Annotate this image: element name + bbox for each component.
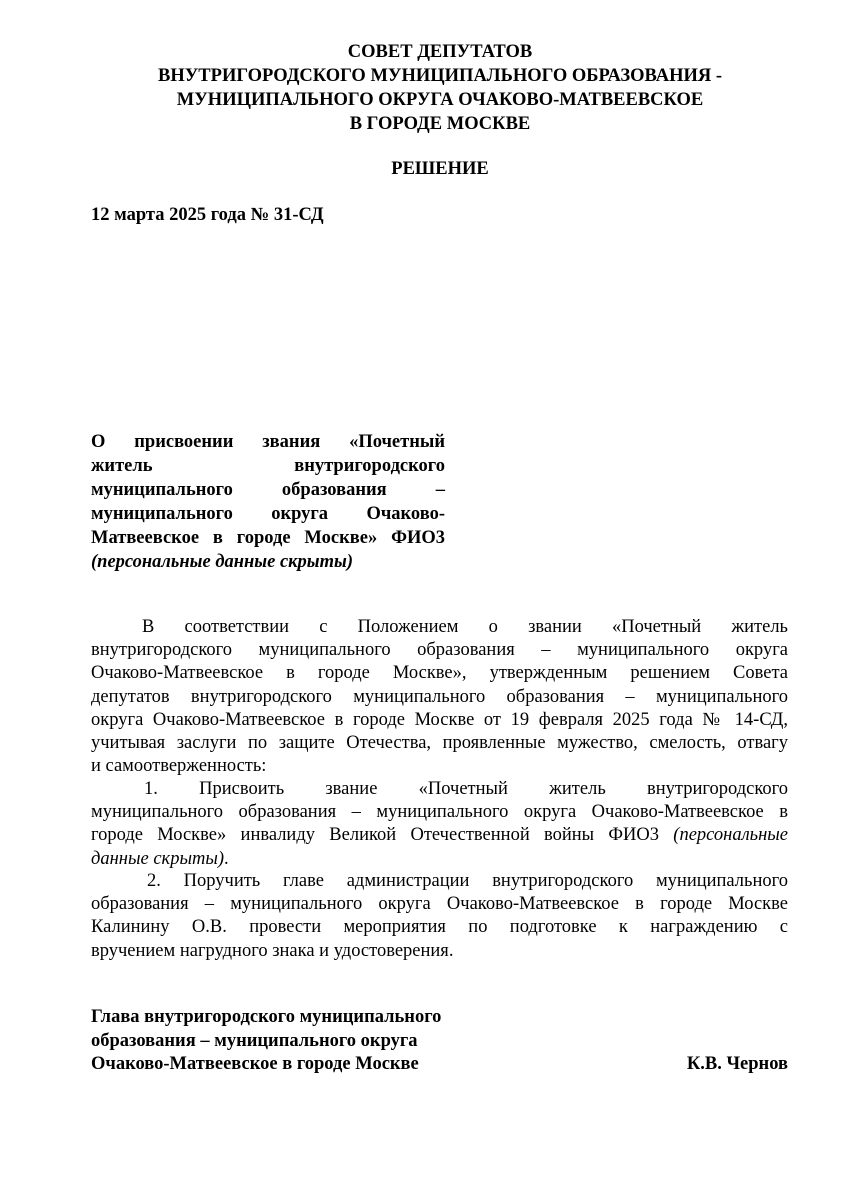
header-line-2: ВНУТРИГОРОДСКОГО МУНИЦИПАЛЬНОГО ОБРАЗОВАНИЯ - xyxy=(158,66,722,86)
signature-line-2-row xyxy=(91,1030,788,1054)
signature-line-1-row xyxy=(91,1006,788,1030)
decision-subject xyxy=(91,430,445,574)
preamble-line-3: Очаково-Матвеевское в городе Москве», утвержденным решением Совета xyxy=(91,663,788,684)
preamble-line-7: и самоотверженность: xyxy=(91,756,267,777)
header-line-1: СОВЕТ ДЕПУТАТОВ xyxy=(347,42,533,62)
council-header xyxy=(60,40,820,136)
header-line-3: МУНИЦИПАЛЬНОГО ОКРУГА ОЧАКОВО-МАТВЕЕВСКОЕ xyxy=(176,90,704,110)
date-number: 12 марта 2025 года № 31-СД xyxy=(91,205,324,225)
signature-line-3: Очаково-Матвеевское в городе Москве xyxy=(91,1054,419,1074)
item2-line-4: вручением нагрудного знака и удостоверения. xyxy=(91,940,454,961)
item-2 xyxy=(91,870,788,963)
item-1 xyxy=(91,778,788,871)
signature-line-3-row xyxy=(91,1053,788,1077)
item1-line-3 xyxy=(91,824,788,847)
subject-line-6: (персональные данные скрыты) xyxy=(91,552,354,572)
item2-line-1: 2. Поручить главе администрации внутригородского муниципального xyxy=(147,871,788,891)
subject-line-3: муниципального образования – xyxy=(91,480,445,500)
item1-line-4 xyxy=(91,848,788,871)
item1-line-2: муниципального образования – муниципального округа Очаково-Матвеевское в xyxy=(91,802,788,823)
header-line-4: В ГОРОДЕ МОСКВЕ xyxy=(349,114,531,134)
item1-line-1: 1. Присвоить звание «Почетный житель внутригородского xyxy=(144,779,788,799)
preamble-line-4: депутатов внутригородского муниципального образования – муниципального xyxy=(91,686,788,707)
preamble-line-2: внутригородского муниципального образования – муниципального округа xyxy=(91,640,788,661)
item1-line-3-italic: (персональные xyxy=(673,825,788,846)
item1-line-4-italic: данные скрыты) xyxy=(91,848,225,869)
preamble-line-5: округа Очаково-Матвеевское в городе Москве от 19 февраля 2025 года № 14-СД, xyxy=(91,709,788,730)
preamble-line-1: В соответствии с Положением о звании «Почетный житель xyxy=(142,617,788,637)
signature-line-2: образования – муниципального округа xyxy=(91,1030,418,1051)
item2-line-3: Калинину О.В. провести мероприятия по подготовке к награждению с xyxy=(91,917,788,938)
subject-line-1: О присвоении звания «Почетный xyxy=(91,432,445,452)
signature-line-1: Глава внутригородского муниципального xyxy=(91,1007,442,1027)
subject-line-4: муниципального округа Очаково- xyxy=(91,504,445,524)
preamble xyxy=(91,616,788,778)
decision-title: РЕШЕНИЕ xyxy=(391,159,489,179)
signature-block xyxy=(91,1006,788,1077)
subject-line-5: Матвеевское в городе Москве» ФИО3 xyxy=(91,528,445,548)
signatory-name: К.В. Чернов xyxy=(686,1054,788,1074)
preamble-line-6: учитывая заслуги по защите Отечества, проявленные мужество, смелость, отвагу xyxy=(91,733,788,754)
subject-line-2: житель внутригородского xyxy=(91,456,445,476)
item1-line-3-text: городе Москве» инвалиду Великой Отечественной войны ФИО3 xyxy=(91,825,674,846)
item2-line-2: образования – муниципального округа Очаково-Матвеевское в городе Москве xyxy=(91,894,788,915)
item1-line-4-end: . xyxy=(224,848,229,869)
